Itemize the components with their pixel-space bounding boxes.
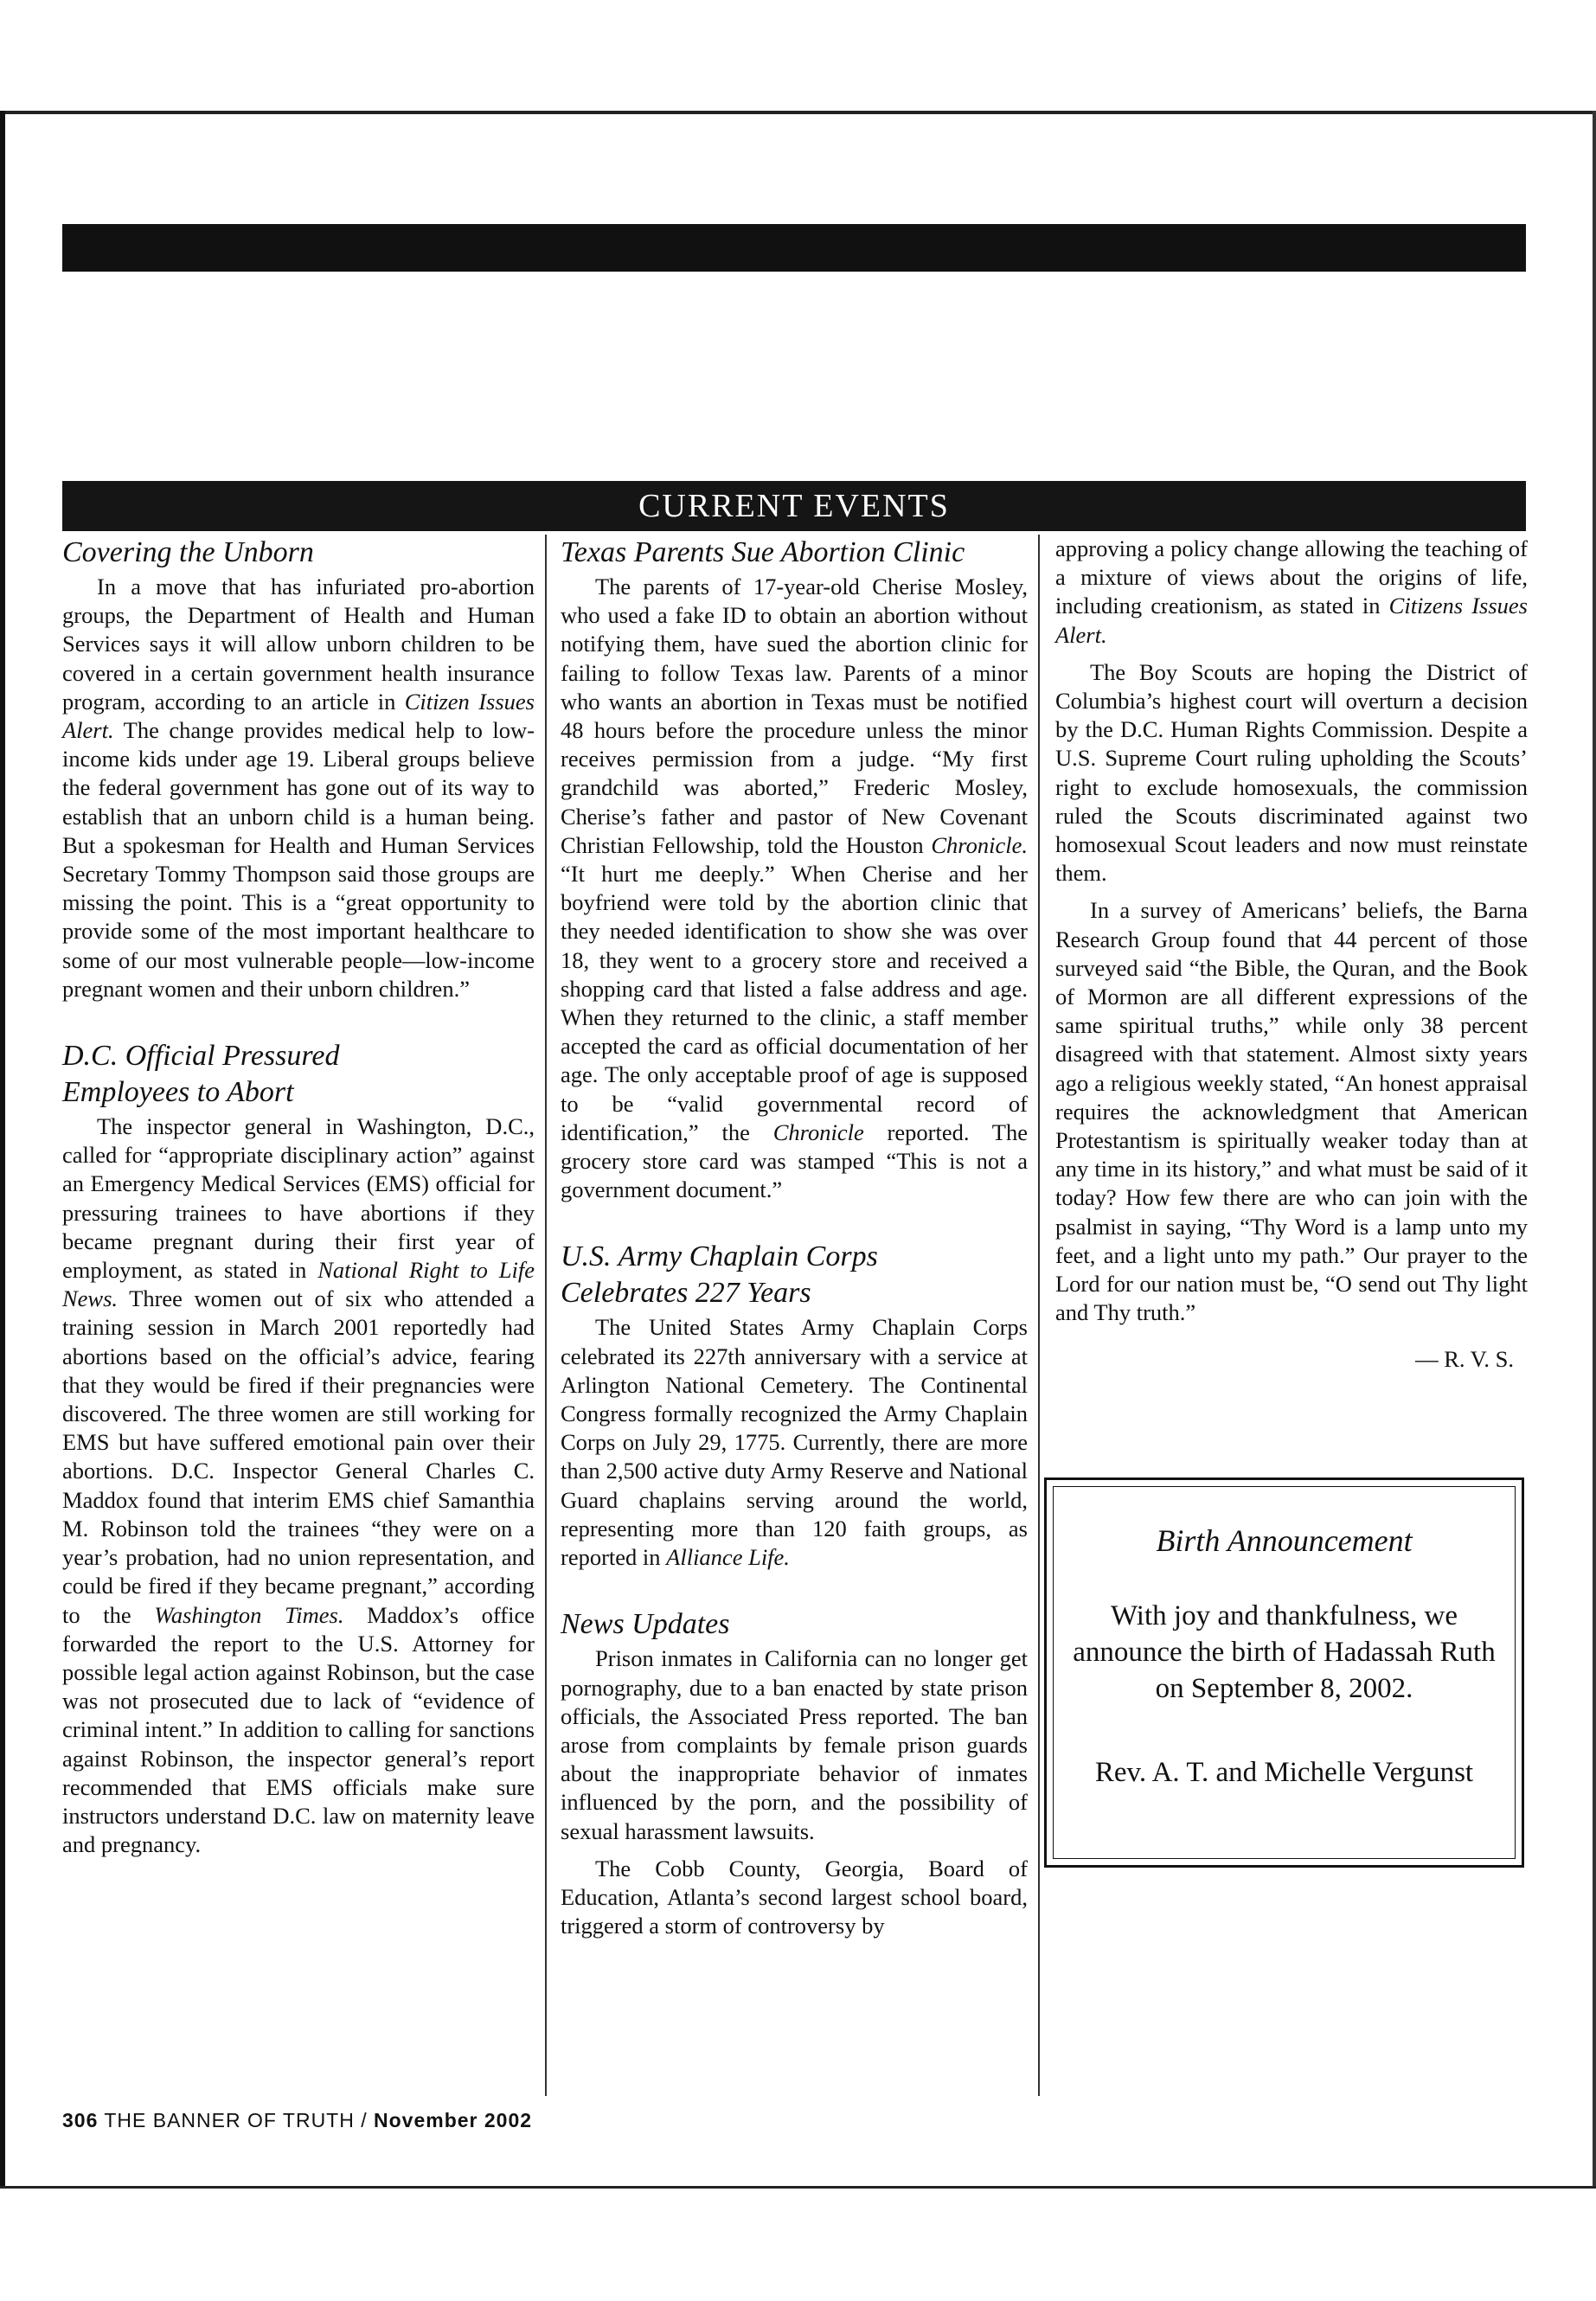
column-3	[1055, 535, 1528, 1374]
announcement-title: Birth Announcement	[1156, 1523, 1413, 1558]
article-paragraph: The parents of 17-year-old Cherise Mosley, who used a fake ID to obtain an abortion without notifying them, have sued the abortion clinic for failing to follow Texas law. Parents of a minor who wants an abortion in Texas must be notified 48 hours before the procedure unless the minor receives permission from a judge. “My first grandchild was aborted,” Frederic Mosley, Cherise’s father and pastor of New Covenant Christian Fellowship, told the Houston Chronicle. “It hurt me deeply.” When Cherise and her boyfriend were told by the abortion clinic that they needed identification to show she was over 18, they went to a grocery store and received a shopping card that listed a false address and age. When they returned to the clinic, a staff member accepted the card as official documentation of her age. The only acceptable proof of age is supposed to be “valid governmental record of identification,” the Chronicle reported. The grocery store card was stamped “This is not a government document.”	[561, 574, 1028, 1203]
birth-announcement-box	[1044, 1477, 1524, 1868]
column-1	[62, 535, 535, 1859]
source-citation: Citizens Issues Alert.	[1055, 593, 1528, 648]
announcement-inner-border	[1053, 1486, 1516, 1859]
page-footer	[62, 2109, 532, 2132]
article-paragraph: The inspector general in Washington, D.C., called for “appropriate disciplinary action” against an Emergency Medical Services (EMS) official for pressuring trainees to have abortions if they became pregnant during their first year of employment, as stated in National Right to Life News. Three women out of six who attended a training session in March 2001 reportedly had abortions based on the official’s advice, fearing that they would be fired if their pregnancies were discovered. The three women are still working for EMS but have suffered emotional pain over their abortions. D.C. Inspector General Charles C. Maddox found that interim EMS chief Samanthia M. Robinson told the trainees “they were on a year’s probation, had no union representation, and could be fired if they became pregnant,” according to the Washington Times. Maddox’s office forwarded the report to the U.S. Attorney for possible legal action against Robinson, but the case was not prosecuted due to lack of “evidence of criminal intent.” In addition to calling for sanctions against Robinson, the inspector general’s report recommended that EMS officials make sure instructors understand D.C. law on maternity leave and pregnancy.	[62, 1113, 535, 1858]
article-paragraph: In a move that has infuriated pro-abortion groups, the Department of Health and Human Services says it will allow unborn children to be covered in a certain government health insurance program, according to an article in Citizen Issues Alert. The change provides medical help to low-income kids under age 19. Liberal groups believe the federal government has gone out of its way to establish that an unborn child is a human being. But a spokesman for Health and Human Services Secretary Tommy Thompson said those groups are missing the point. This is a “great opportunity to provide some of the most important healthcare to some of our most vulnerable people—low-income pregnant women and their unborn children.”	[62, 574, 535, 1002]
column-divider-2	[1038, 535, 1040, 2096]
page-number: 306	[62, 2109, 99, 2131]
source-citation: Chronicle.	[931, 831, 1028, 858]
scan-edge-bottom	[0, 2186, 1596, 2189]
announcement-signature: Rev. A. T. and Michelle Vergunst	[1094, 1757, 1474, 1788]
source-citation: Chronicle	[772, 1118, 864, 1145]
article-paragraph: The United States Army Chaplain Corps celebrated its 227th anniversary with a service at Arlington National Cemetery. The Continental Congress formally recognized the Army Chaplain Corps on July 29, 1775. Currently, there are more than 2,500 active duty Army Reserve and National Guard chaplains serving around the world, representing more than 120 faith groups, as reported in Alliance Life.	[561, 1314, 1028, 1571]
article-paragraph: The Cobb County, Georgia, Board of Education, Atlanta’s second largest school board, triggered a storm of controversy by	[561, 1855, 1028, 1939]
footer-separator: /	[361, 2109, 368, 2131]
scan-edge-left	[0, 111, 5, 2187]
column-divider-1	[545, 535, 547, 2096]
column-2	[561, 535, 1028, 1940]
source-citation: Washington Times.	[154, 1601, 344, 1628]
article-paragraph: In a survey of Americans’ beliefs, the Barna Research Group found that 44 percent of those surveyed said “the Bible, the Quran, and the Book of Mormon are all different expressions of the same spiritual truths,” while only 38 percent disagreed with that statement. Almost sixty years ago a religious weekly stated, “An honest appraisal requires the acknowledgment that American Protestantism is spiritually weaker today than at any time in its history,” and what must be said of it today? How few there are who can join with the psalmist in saying, “Thy Word is a lamp unto my feet, and a light unto my path.” Our prayer to the Lord for our nation must be, “O send out Thy light and Thy truth.”	[1055, 897, 1528, 1326]
article-title: Texas Parents Sue Abortion Clinic	[561, 536, 965, 568]
article-title: D.C. Official Pressured Employees to Abort	[62, 1040, 340, 1109]
source-citation: National Right to Life News.	[62, 1257, 535, 1312]
article-paragraph: The Boy Scouts are hoping the District of Columbia’s highest court will overturn a decision by the D.C. Human Rights Commission. Despite a U.S. Supreme Court ruling upholding the Scouts’ right to exclude homosexuals, the commission ruled the Scouts discriminated against two homosexual Scout leaders and now must reinstate them.	[1055, 658, 1528, 887]
article-title: Covering the Unborn	[62, 536, 314, 568]
source-citation: Citizen Issues Alert.	[62, 688, 535, 744]
scan-edge-right	[1593, 111, 1596, 2187]
article-title: News Updates	[561, 1608, 730, 1641]
article-paragraph: Prison inmates in California can no longer get pornography, due to a ban enacted by state prison officials, the Associated Press reported. The ban arose from complaints by female prison guards about the inappropriate behavior of inmates influenced by the porn, and the possibility of sexual harassment lawsuits.	[561, 1645, 1028, 1844]
source-citation: Alliance Life.	[666, 1544, 790, 1571]
issue-date: November 2002	[374, 2109, 533, 2131]
scan-edge-top	[0, 111, 1596, 114]
publication-name: THE BANNER OF TRUTH	[104, 2109, 355, 2131]
article-paragraph: approving a policy change allowing the teaching of a mixture of views about the origins of life, including creationism, as stated in Citizens Issues Alert.	[1055, 535, 1528, 648]
article-title: U.S. Army Chaplain Corps Celebrates 227 Years	[561, 1240, 878, 1310]
section-title: CURRENT EVENTS	[638, 488, 950, 524]
section-bar	[62, 481, 1526, 531]
announcement-body: With joy and thankfulness, we announce the birth of Hadassah Ruth on September 8, 2002.	[1073, 1600, 1496, 1704]
header-black-band	[62, 224, 1526, 272]
author-signature: — R. V. S.	[1415, 1346, 1514, 1373]
